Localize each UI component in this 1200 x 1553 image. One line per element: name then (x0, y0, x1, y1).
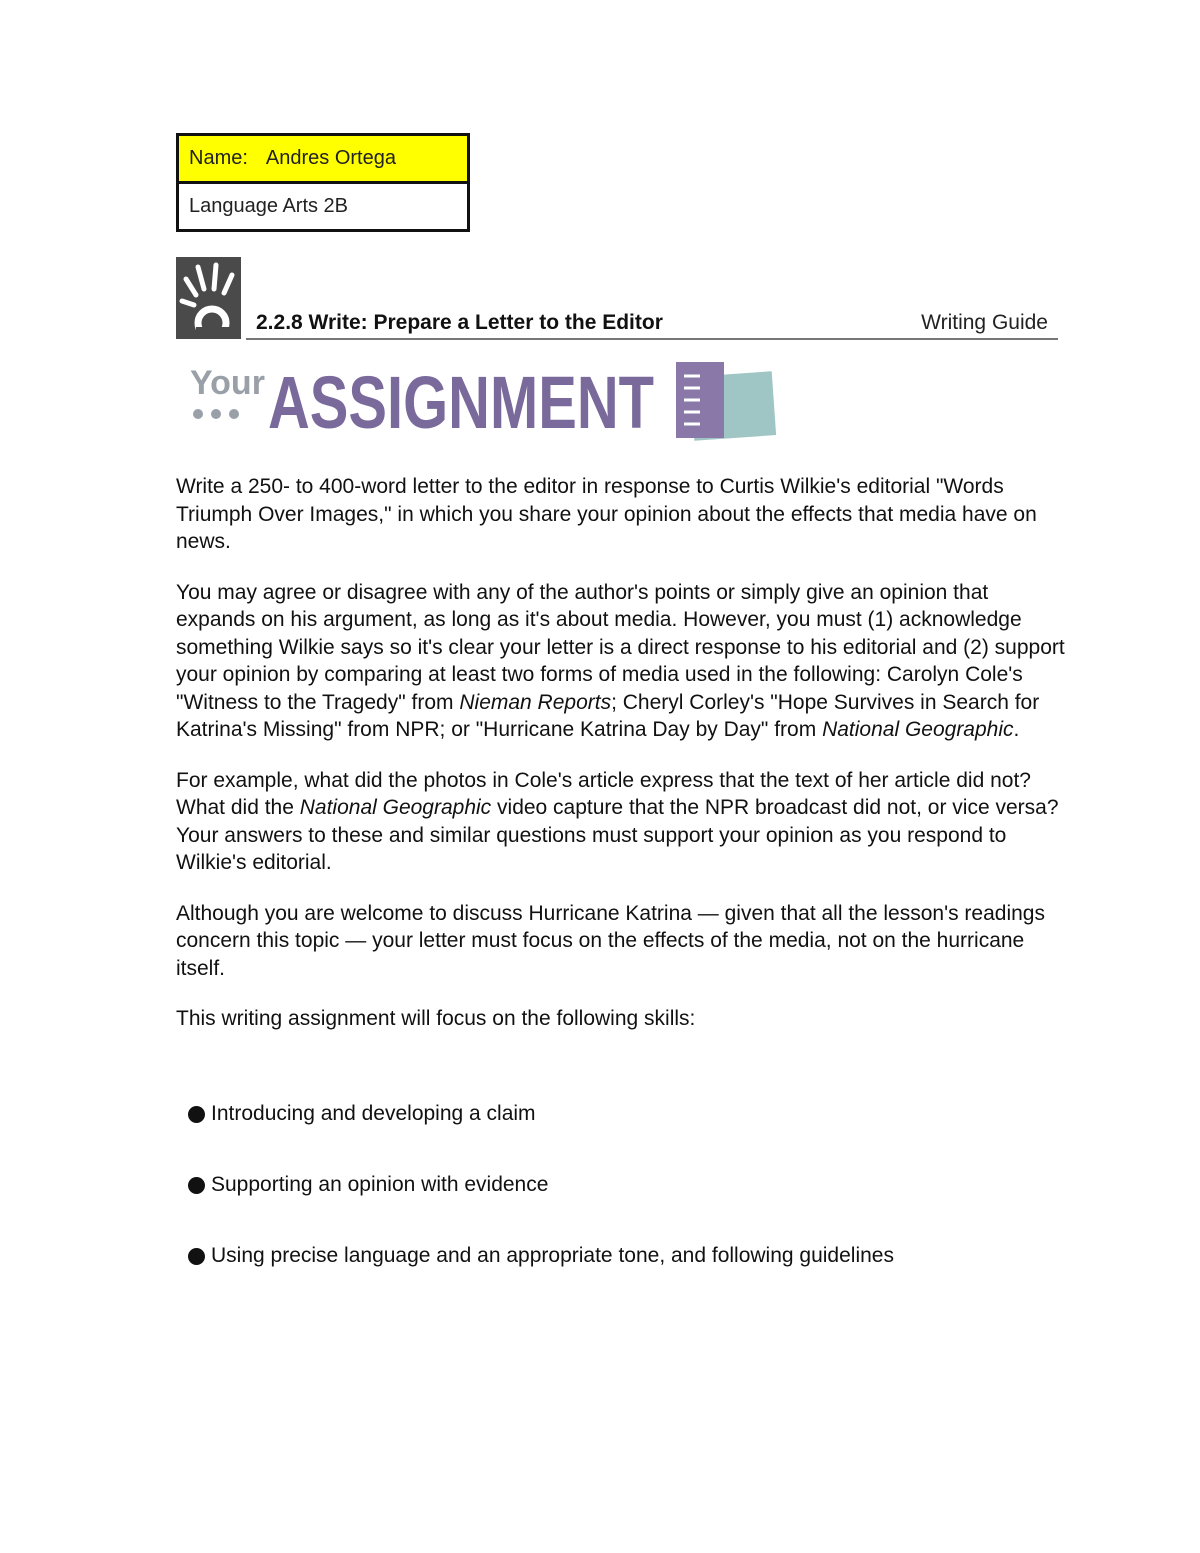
document-title: 2.2.8 Write: Prepare a Letter to the Editor (256, 311, 663, 334)
paragraph-5: This writing assignment will focus on the following skills: (176, 1007, 696, 1030)
paragraph-2: You may agree or disagree with any of the author's points or simply give an opinion that expands on his argument, as long as it's about media. However, you must (1) acknowledge something Wilkie says so it's clear your letter is a direct response to his editorial and (2) support your opinion by comparing at least two forms of media used in the following: Carolyn Cole's "Witness to the Tragedy" from Nieman Reports; Cheryl Corley's "Hope Survives in Search for Katrina's Missing" from NPR; or "Hurricane Katrina Day by Day" from National Geographic. (176, 580, 1065, 741)
assignment-body (176, 473, 1066, 1056)
paragraph-1: Write a 250- to 400-word letter to the editor in response to Curtis Wilkie's editorial "Words Triumph Over Images," in which you share your opinion about the effects that media have on news. (176, 475, 1037, 553)
bullet-icon (188, 1248, 205, 1265)
student-info-box (176, 133, 470, 232)
student-name: Andres Ortega (265, 147, 396, 169)
course-row (179, 184, 467, 229)
student-name-row (179, 136, 467, 184)
header-rule (246, 338, 1058, 340)
skills-list (188, 1098, 1088, 1311)
document-type: Writing Guide (921, 311, 1048, 334)
course-name: Language Arts 2B (189, 195, 349, 217)
bullet-icon (188, 1177, 205, 1194)
paragraph-4: Although you are welcome to discuss Hurricane Katrina — given that all the lesson's readings concern this topic — your letter must focus on the effects of the media, not on the hurricane itself. (176, 901, 1045, 980)
paragraph-3: For example, what did the photos in Cole's article express that the text of her article did not? What did the National Geographic video capture that the NPR broadcast did not, or vice versa? Your answers to these and similar questions must support your opinion as you respond to Wilkie's editorial. (176, 768, 1059, 874)
list-item: Introducing and developing a claim (188, 1098, 1088, 1130)
your-assignment-banner (186, 352, 786, 444)
list-item: Supporting an opinion with evidence (188, 1169, 1088, 1201)
bullet-icon (188, 1106, 205, 1123)
list-item: Using precise language and an appropriate tone, and following guidelines (188, 1240, 1088, 1272)
name-label: Name: (189, 147, 248, 169)
notebook-icon (676, 362, 776, 441)
banner-assignment-text: ASSIGNMENT (268, 361, 654, 444)
banner-your-text: Your (190, 364, 265, 402)
lightbulb-logo-icon (176, 257, 241, 339)
